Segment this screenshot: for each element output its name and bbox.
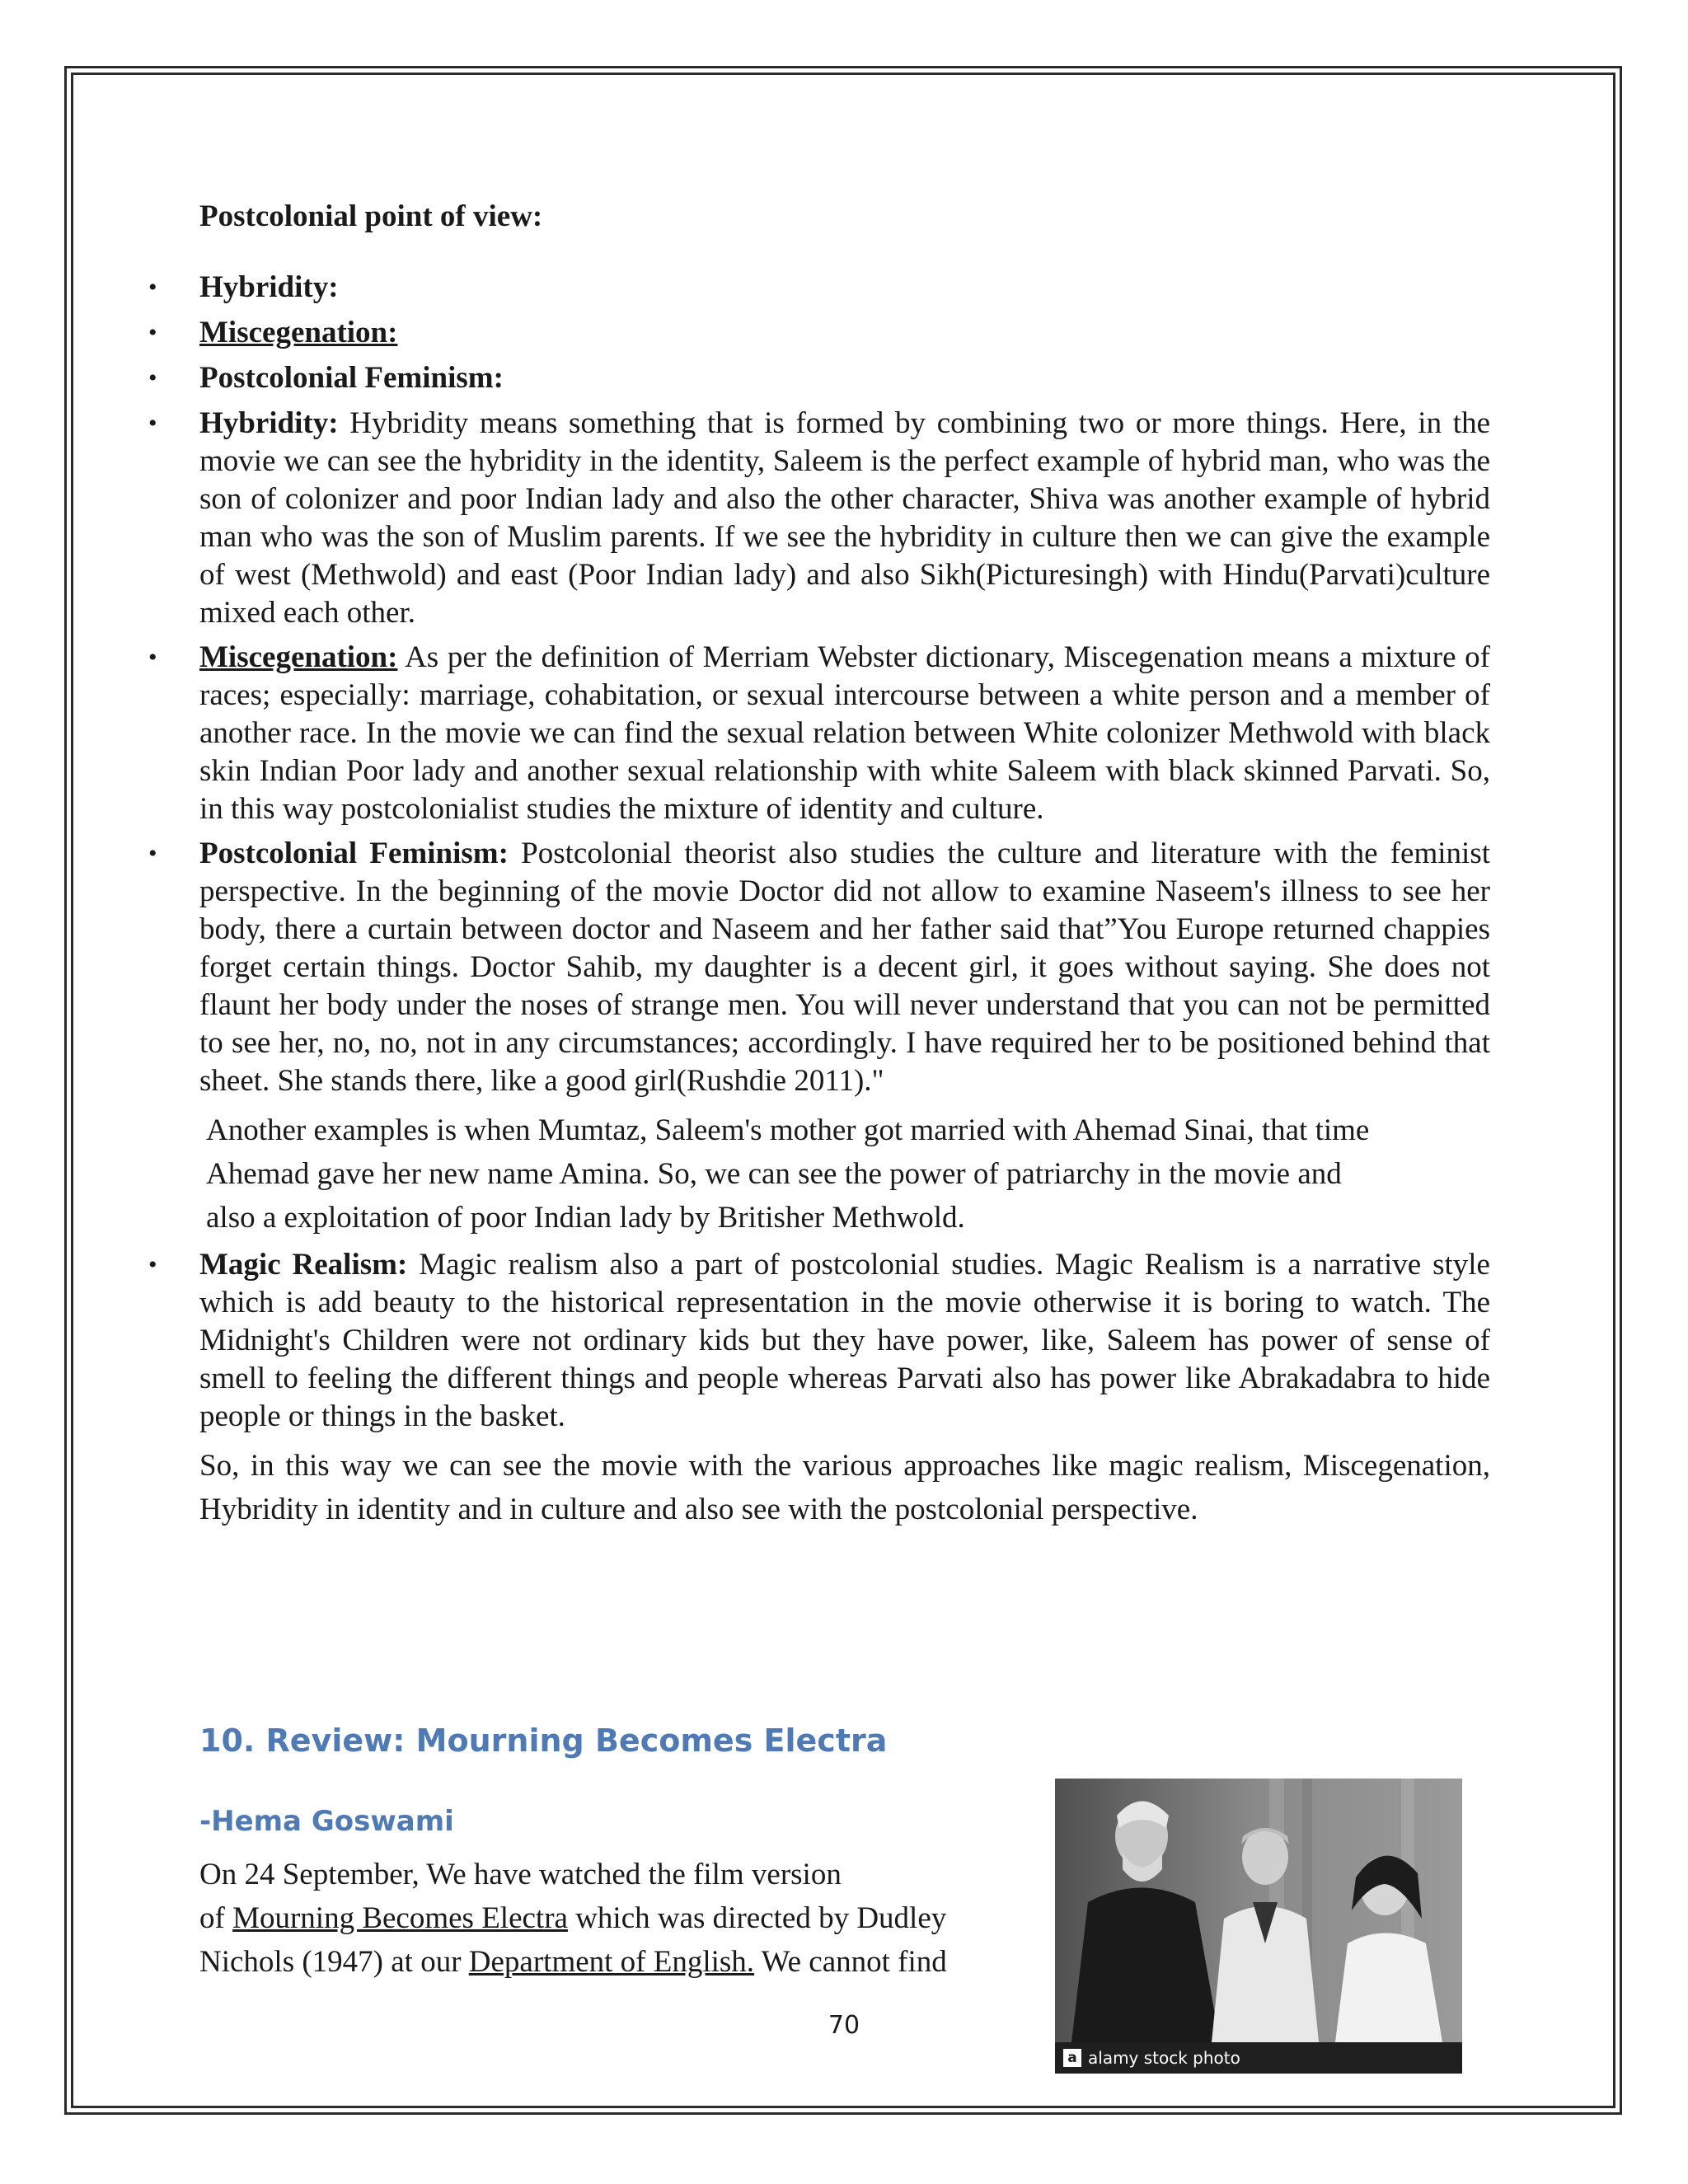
term-feminism: Postcolonial Feminism: [199,837,509,870]
list-item [148,1246,1490,1436]
bullet-heading-miscegenation: Miscegenation: [199,316,398,349]
paragraph-hybridity: Hybridity means something that is formed by combining two or more things. Here, in the movie we can see the hybridity in the identity, Saleem is the perfect example of hybrid man, who was the son of colonizer and poor Indian lady and also the other character, Shiva was another example of hybrid man who was the son of Muslim parents. If we see the hybridity in culture then we can give the example of west (Methwold) and east (Poor Indian lady) and also Sikh(Picturesingh) with Hindu(Parvati)culture mixed each other. [199,406,1490,630]
bullet-icon: • [148,1251,157,1278]
paragraph-miscegenation: As per the definition of Merriam Webster dictionary, Miscegenation means a mixture of races; especially: marriage, cohabitation, or sexual intercourse between a white person and a member of another race. In the movie we can find the sexual relation between White colonizer Methwold with black skin Indian Poor lady and another sexual relationship with white Saleem with black skinned Parvati. So, in this way postcolonialist studies the mixture of identity and culture. [199,640,1490,826]
text-fragment: We cannot find [754,1945,947,1979]
bullet-icon: • [148,410,157,437]
bullet-icon: • [148,364,157,391]
term-magic-realism: Magic Realism: [199,1248,408,1282]
conclusion-paragraph: So, in this way we can see the movie with the various approaches like magic realism, Miscegenation, Hybridity in identity and in culture and also see with the postcolonial perspective. [199,1449,1490,1526]
text-line [199,1896,1057,1940]
bullet-icon: • [148,319,157,346]
term-hybridity: Hybridity: [199,406,339,440]
photo-caption-bar [1055,2042,1462,2074]
text-fragment: which was directed by Dudley [567,1901,947,1935]
term-miscegenation: Miscegenation: [199,640,398,674]
review-body [199,1853,1057,1984]
review-heading: 10. Review: Mourning Becomes Electra [199,1722,888,1759]
feminism-extra-paragraph [206,1108,1484,1240]
paragraph-feminism: Postcolonial theorist also studies the culture and literature with the feminist perspective. In the beginning of the movie Doctor did not allow to examine Naseem's illness to see her body, there a curtain between doctor and Naseem and her father said that”You Europe returned chappies forget certain things. Doctor Sahib, my daughter is a decent girl, it goes without saying. She does not flaunt her body under the noses of strange men. You will never understand that you can not be permitted to see her, no, no, not in any circumstances; accordingly. I have required her to be positioned behind that sheet. She stands there, like a good girl(Rushdie 2011)." [199,837,1490,1098]
list-item [148,359,1490,397]
bullet-heading-feminism: Postcolonial Feminism: [199,361,504,395]
text-fragment: of [199,1901,233,1935]
section-title: Postcolonial point of view: [199,199,543,233]
list-item [148,405,1490,632]
bullet-heading-hybridity: Hybridity: [199,270,339,304]
bullet-list [148,269,1490,1436]
text-line: also a exploitation of poor Indian lady by Britisher Methwold. [206,1201,965,1235]
main-content [148,198,1490,1531]
paragraph-magic-realism: Magic realism also a part of postcolonial studies. Magic Realism is a narrative style which is add beauty to the historical representation in the movie otherwise it is boring to watch. The Midnight's Children were not ordinary kids but they have power, like, Saleem has power of sense of smell to feeling the different things and people whereas Parvati also has power like Abrakadabra to hide people or things in the basket. [199,1248,1490,1433]
bullet-icon: • [148,644,157,671]
film-still-photo [1055,1779,1462,2074]
list-item [148,314,1490,352]
list-item [148,639,1490,828]
department-link[interactable]: Department of English. [468,1945,755,1979]
text-line: Another examples is when Mumtaz, Saleem's mother got married with Ahemad Sinai, that time [206,1113,1370,1147]
film-still-image [1055,1779,1462,2042]
list-item [148,835,1490,1240]
alamy-logo-icon: a [1063,2049,1081,2067]
text-line: Ahemad gave her new name Amina. So, we can see the power of patriarchy in the movie and [206,1157,1342,1191]
text-fragment: Nichols (1947) at our [199,1945,469,1979]
text-line [199,1940,1057,1984]
page-number: 70 [828,2011,860,2040]
list-item [148,269,1490,307]
text-line: On 24 September, We have watched the film version [199,1858,842,1891]
bullet-icon: • [148,840,157,867]
photo-caption: alamy stock photo [1088,2048,1240,2068]
review-author: -Hema Goswami [199,1805,454,1838]
bullet-icon: • [148,274,157,301]
film-title-link[interactable]: Mourning Becomes Electra [232,1901,568,1935]
